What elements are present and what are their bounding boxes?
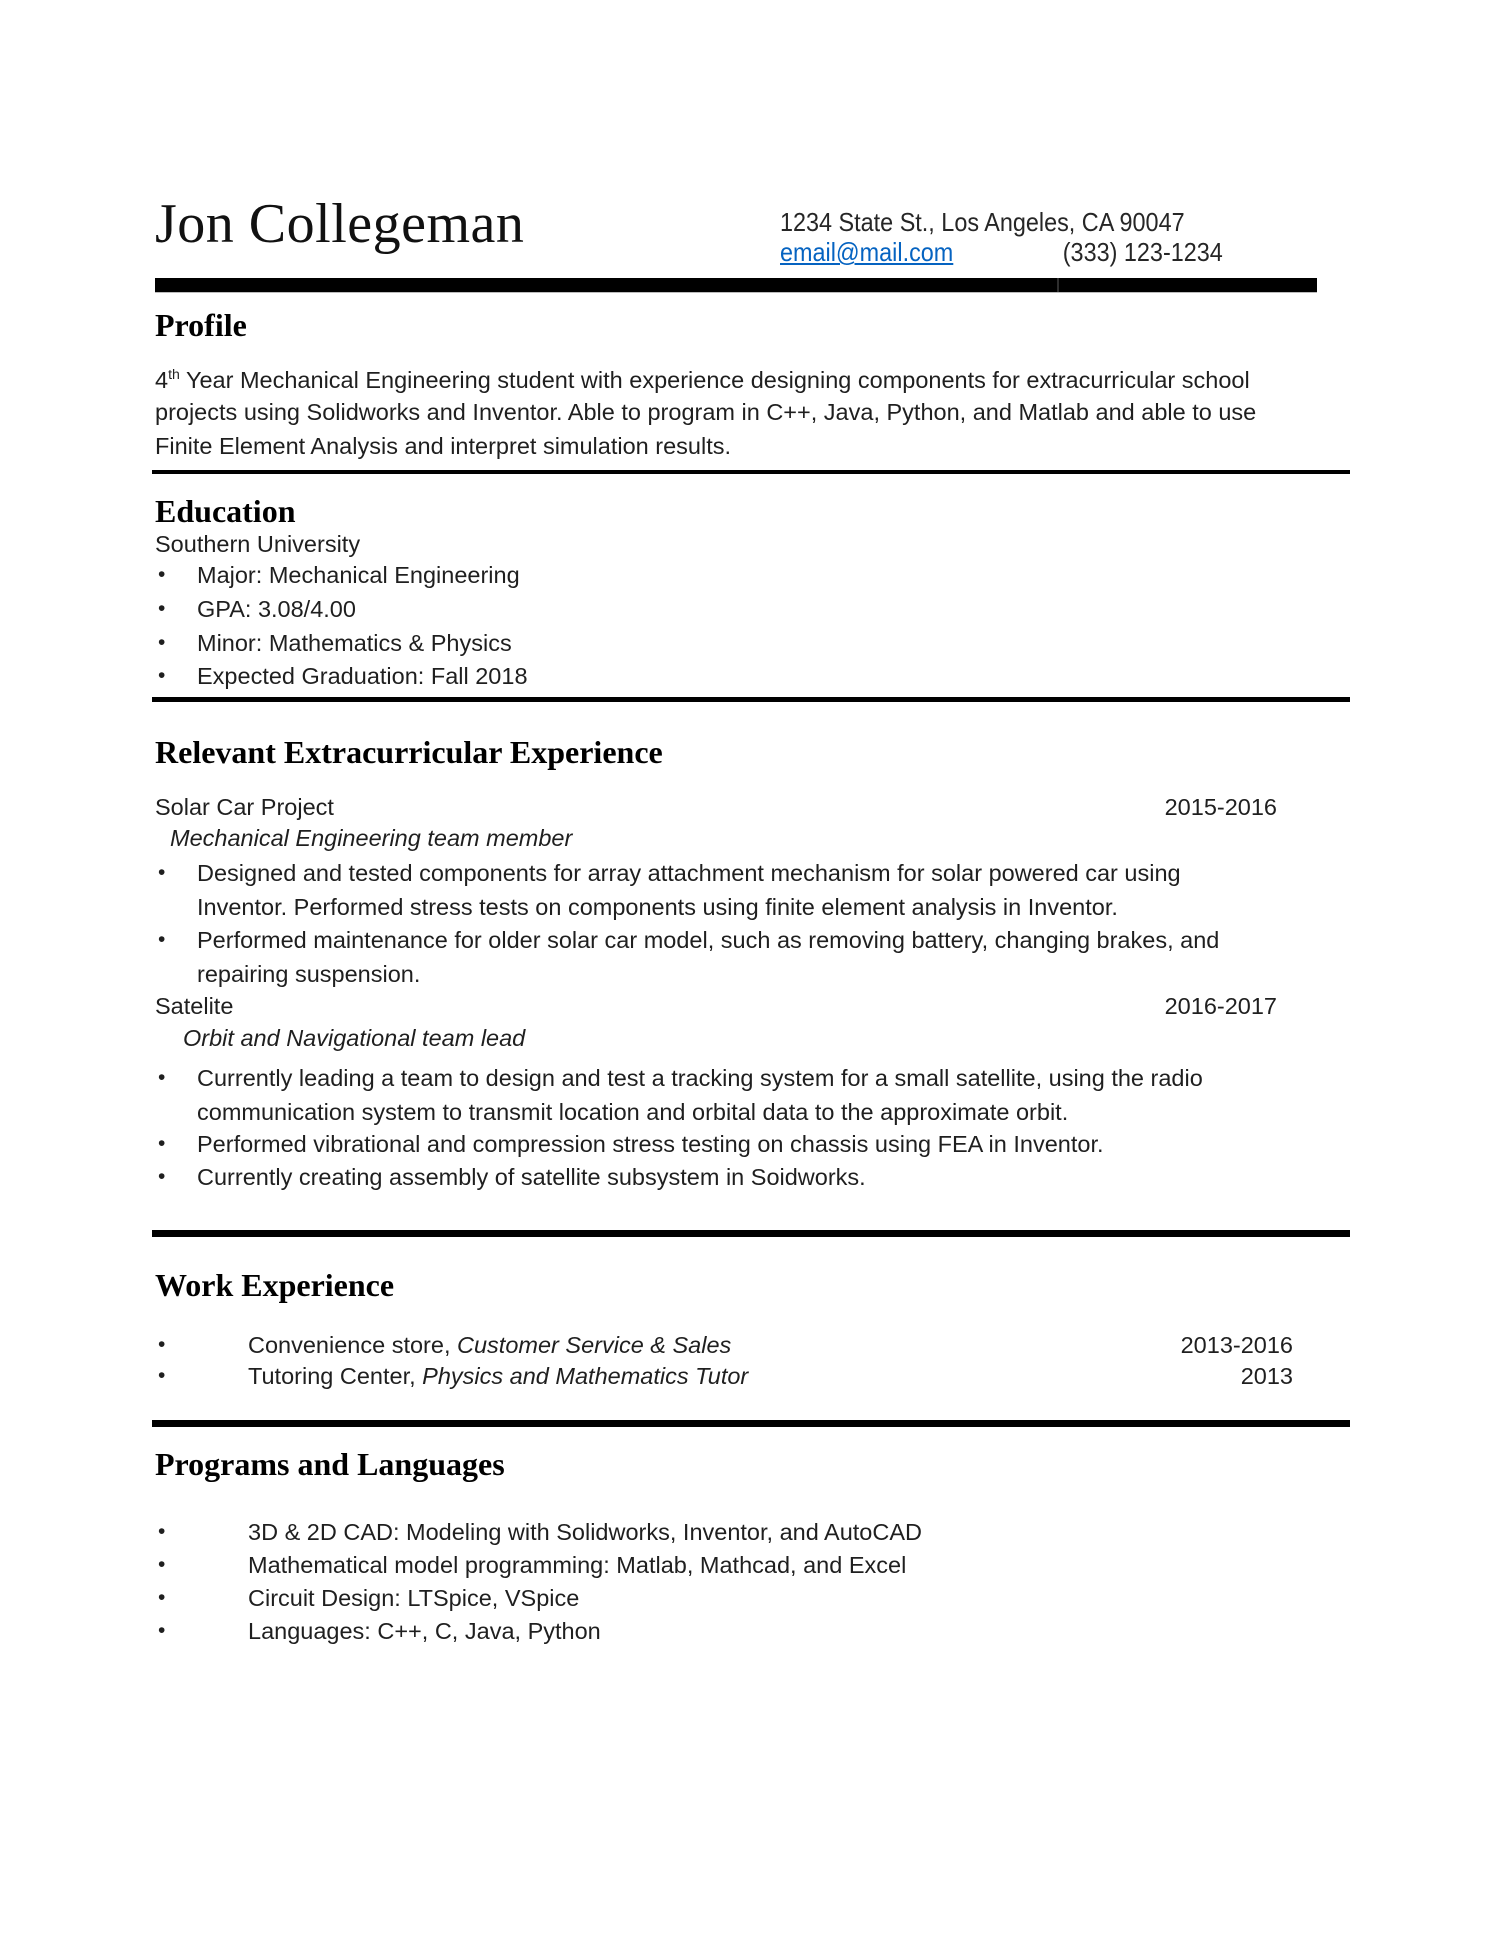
work-dates: 2013 [1240, 1363, 1293, 1389]
section-title-extracurricular: Relevant Extracurricular Experience [155, 734, 663, 770]
bullet-icon: • [158, 928, 166, 951]
header-rule [155, 278, 1317, 293]
work-entry [248, 1332, 731, 1359]
project-name: Satelite [155, 993, 234, 1019]
project-bullet-line: Performed vibrational and compression stress testing on chassis using FEA in Inventor. [197, 1131, 1104, 1157]
project-dates: 2015-2016 [1164, 794, 1277, 820]
program-bullet: Languages: C++, C, Java, Python [248, 1618, 601, 1644]
bullet-icon: • [158, 1364, 166, 1387]
education-school: Southern University [155, 531, 361, 557]
bullet-icon: • [158, 563, 166, 586]
project-bullet-line: Designed and tested components for array attachment mechanism for solar powered car using [197, 860, 1181, 886]
project-role: Orbit and Navigational team lead [183, 1025, 526, 1051]
program-bullet: 3D & 2D CAD: Modeling with Solidworks, Inventor, and AutoCAD [248, 1519, 922, 1545]
project-name: Solar Car Project [155, 794, 334, 820]
bullet-icon: • [158, 1066, 166, 1089]
profile-line1-rest: Year Mechanical Engineering student with experience designing components for extracurricular school [179, 366, 1250, 393]
program-bullet: Circuit Design: LTSpice, VSpice [248, 1585, 580, 1611]
work-entry [248, 1363, 748, 1390]
project-dates: 2016-2017 [1164, 993, 1277, 1019]
section-divider-3 [152, 1230, 1350, 1237]
project-role: Mechanical Engineering team member [170, 825, 573, 851]
project-bullet-line: Currently leading a team to design and test a tracking system for a small satellite, using the radio [197, 1065, 1203, 1091]
bullet-icon: • [158, 861, 166, 884]
profile-year-digit: 4 [155, 366, 169, 393]
bullet-icon: • [158, 1132, 166, 1155]
section-title-work: Work Experience [155, 1267, 395, 1303]
section-title-profile: Profile [155, 307, 247, 343]
work-employer: Tutoring Center, [248, 1363, 423, 1389]
education-bullet: Expected Graduation: Fall 2018 [197, 663, 528, 689]
profile-text-line3: Finite Element Analysis and interpret simulation results. [155, 433, 732, 459]
bullet-icon: • [158, 1333, 166, 1356]
program-bullet: Mathematical model programming: Matlab, Mathcad, and Excel [248, 1552, 907, 1578]
work-employer: Convenience store, [248, 1332, 458, 1358]
profile-text-line1 [155, 366, 1250, 394]
header-rule-seam [1057, 278, 1059, 292]
bullet-icon: • [158, 664, 166, 687]
contact-row [780, 237, 1223, 268]
bullet-icon: • [158, 1165, 166, 1188]
project-bullet-line: repairing suspension. [197, 961, 421, 987]
section-title-programs: Programs and Languages [155, 1446, 505, 1482]
bullet-icon: • [158, 597, 166, 620]
section-divider-2 [152, 697, 1350, 702]
work-role: Physics and Mathematics Tutor [422, 1363, 749, 1389]
section-divider-1 [152, 470, 1350, 474]
education-bullet: GPA: 3.08/4.00 [197, 596, 356, 622]
phone-number: (333) 123-1234 [1062, 237, 1223, 267]
bullet-icon: • [158, 1520, 166, 1543]
project-bullet-line: Currently creating assembly of satellite subsystem in Soidworks. [197, 1164, 866, 1190]
bullet-icon: • [158, 631, 166, 654]
education-bullet: Minor: Mathematics & Physics [197, 630, 512, 656]
project-bullet-line: communication system to transmit location and orbital data to the approximate orbit. [197, 1099, 1069, 1125]
section-divider-4 [152, 1420, 1350, 1427]
project-bullet-line: Inventor. Performed stress tests on components using finite element analysis in Inventor. [197, 894, 1118, 920]
profile-year-suffix: th [168, 366, 180, 382]
education-bullet: Major: Mechanical Engineering [197, 562, 520, 588]
person-name: Jon Collegeman [155, 193, 525, 255]
bullet-icon: • [158, 1586, 166, 1609]
bullet-icon: • [158, 1619, 166, 1642]
profile-text-line2: projects using Solidworks and Inventor. Able to program in C++, Java, Python, and Matlab and able to use [155, 399, 1257, 425]
address-line: 1234 State St., Los Angeles, CA 90047 [780, 207, 1185, 237]
email-link[interactable]: email@mail.com [780, 237, 954, 267]
work-role: Customer Service & Sales [457, 1332, 732, 1358]
section-title-education: Education [155, 493, 296, 529]
bullet-icon: • [158, 1553, 166, 1576]
work-dates: 2013-2016 [1180, 1332, 1293, 1358]
project-bullet-line: Performed maintenance for older solar car model, such as removing battery, changing brakes, and [197, 927, 1220, 953]
